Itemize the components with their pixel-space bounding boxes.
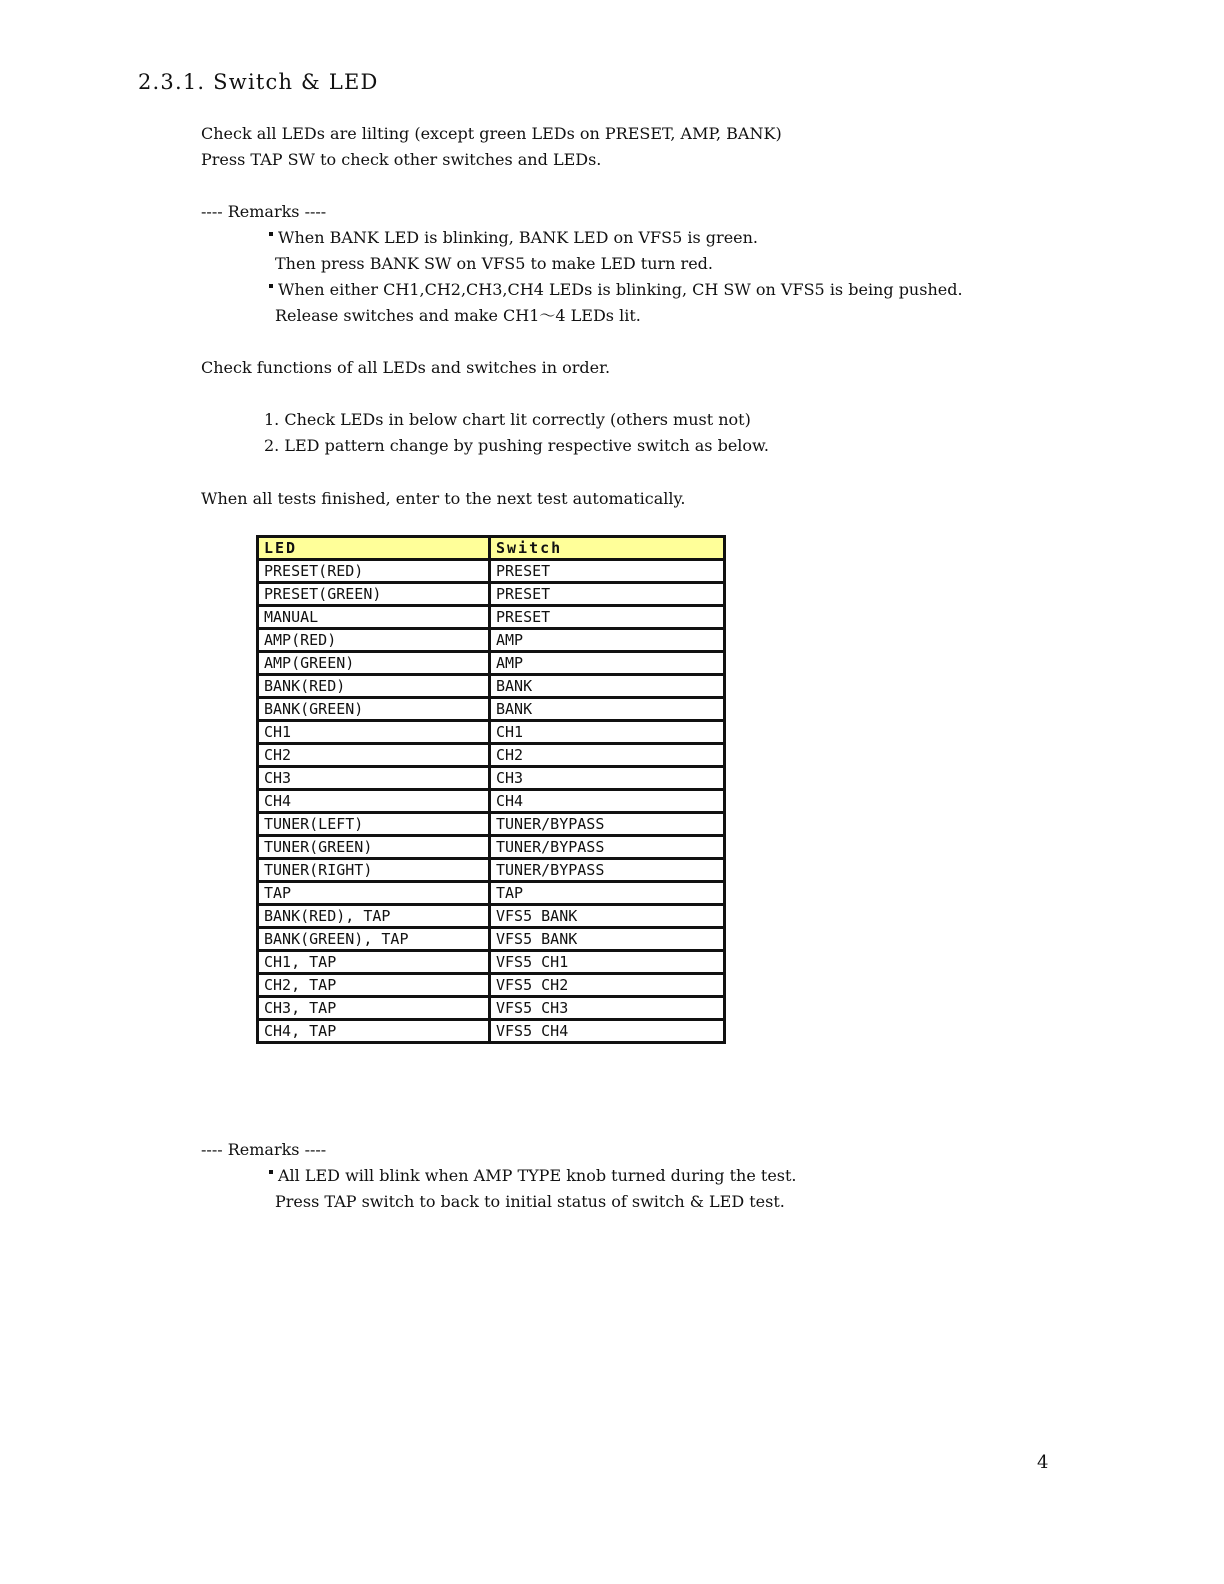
- led-cell: BANK(GREEN): [258, 698, 490, 721]
- intro-line-2: Press TAP SW to check other switches and LEDs.: [201, 150, 602, 169]
- led-cell: CH3, TAP: [258, 997, 490, 1020]
- switch-cell: AMP: [490, 629, 725, 652]
- led-cell: AMP(GREEN): [258, 652, 490, 675]
- switch-cell: VFS5 CH4: [490, 1020, 725, 1043]
- led-cell: BANK(RED): [258, 675, 490, 698]
- switch-cell: AMP: [490, 652, 725, 675]
- table-row: [258, 905, 725, 928]
- led-switch-table: [256, 535, 726, 1044]
- switch-cell: TUNER/BYPASS: [490, 836, 725, 859]
- switch-cell: BANK: [490, 698, 725, 721]
- table-row: [258, 629, 725, 652]
- led-cell: AMP(RED): [258, 629, 490, 652]
- switch-cell: CH4: [490, 790, 725, 813]
- table-row: [258, 698, 725, 721]
- led-cell: TUNER(GREEN): [258, 836, 490, 859]
- switch-cell: VFS5 CH3: [490, 997, 725, 1020]
- remark-bullet-2: When either CH1,CH2,CH3,CH4 LEDs is blinking, CH SW on VFS5 is being pushed.: [269, 280, 963, 300]
- switch-cell: PRESET: [490, 583, 725, 606]
- switch-cell: TUNER/BYPASS: [490, 813, 725, 836]
- led-cell: BANK(GREEN), TAP: [258, 928, 490, 951]
- table-row: [258, 744, 725, 767]
- table-row: [258, 928, 725, 951]
- remark-line-2: Then press BANK SW on VFS5 to make LED turn red.: [275, 254, 713, 273]
- header-led: LED: [258, 537, 490, 560]
- table-row: [258, 652, 725, 675]
- led-cell: CH4, TAP: [258, 1020, 490, 1043]
- switch-cell: VFS5 BANK: [490, 928, 725, 951]
- switch-cell: VFS5 CH2: [490, 974, 725, 997]
- switch-cell: VFS5 BANK: [490, 905, 725, 928]
- led-cell: TUNER(RIGHT): [258, 859, 490, 882]
- switch-cell: TUNER/BYPASS: [490, 859, 725, 882]
- table-row: [258, 583, 725, 606]
- led-cell: PRESET(RED): [258, 560, 490, 583]
- switch-cell: VFS5 CH1: [490, 951, 725, 974]
- table-row: [258, 997, 725, 1020]
- switch-cell: PRESET: [490, 606, 725, 629]
- table-row: [258, 813, 725, 836]
- switch-cell: CH2: [490, 744, 725, 767]
- table-row: [258, 560, 725, 583]
- step-2: 2. LED pattern change by pushing respective switch as below.: [264, 436, 769, 455]
- switch-cell: BANK: [490, 675, 725, 698]
- table-header-row: [258, 537, 725, 560]
- intro-line-1: Check all LEDs are lilting (except green LEDs on PRESET, AMP, BANK): [201, 124, 782, 143]
- table-row: [258, 974, 725, 997]
- finish-note: When all tests finished, enter to the next test automatically.: [201, 489, 686, 508]
- table-row: [258, 790, 725, 813]
- table-row: [258, 606, 725, 629]
- led-cell: CH1: [258, 721, 490, 744]
- table-body: [258, 560, 725, 1043]
- step-1: 1. Check LEDs in below chart lit correctly (others must not): [264, 410, 751, 429]
- led-cell: CH2, TAP: [258, 974, 490, 997]
- led-cell: TAP: [258, 882, 490, 905]
- led-cell: BANK(RED), TAP: [258, 905, 490, 928]
- remark-bullet-1: When BANK LED is blinking, BANK LED on VFS5 is green.: [269, 228, 758, 248]
- table-row: [258, 951, 725, 974]
- led-cell: MANUAL: [258, 606, 490, 629]
- remark2-line-2: Press TAP switch to back to initial status of switch & LED test.: [275, 1192, 785, 1211]
- remarks-title-2: ---- Remarks ----: [201, 1140, 327, 1159]
- table-row: [258, 767, 725, 790]
- switch-cell: PRESET: [490, 560, 725, 583]
- led-cell: CH1, TAP: [258, 951, 490, 974]
- led-cell: TUNER(LEFT): [258, 813, 490, 836]
- remark2-bullet-1: All LED will blink when AMP TYPE knob turned during the test.: [269, 1166, 797, 1186]
- switch-cell: CH3: [490, 767, 725, 790]
- table-row: [258, 836, 725, 859]
- header-switch: Switch: [490, 537, 725, 560]
- table-row: [258, 721, 725, 744]
- switch-cell: CH1: [490, 721, 725, 744]
- check-functions-text: Check functions of all LEDs and switches in order.: [201, 358, 611, 377]
- table-row: [258, 882, 725, 905]
- led-cell: CH3: [258, 767, 490, 790]
- switch-cell: TAP: [490, 882, 725, 905]
- led-cell: PRESET(GREEN): [258, 583, 490, 606]
- table-row: [258, 859, 725, 882]
- led-cell: CH4: [258, 790, 490, 813]
- section-heading: 2.3.1. Switch & LED: [138, 70, 379, 94]
- page-number: 4: [1037, 1452, 1049, 1473]
- remarks-title: ---- Remarks ----: [201, 202, 327, 221]
- remark-line-4: Release switches and make CH1～4 LEDs lit.: [275, 306, 641, 325]
- table-row: [258, 675, 725, 698]
- table-row: [258, 1020, 725, 1043]
- led-cell: CH2: [258, 744, 490, 767]
